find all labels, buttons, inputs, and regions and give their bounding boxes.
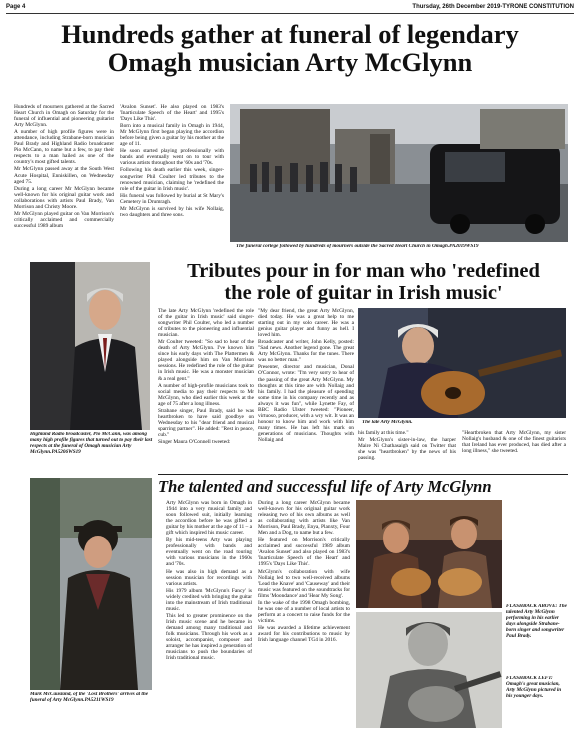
paragraph: Presenter, director and musician, Donal O'Connor, wrote: "I'm very sorry to hear of the passing of the great Arty McGlynn. My thoughts at this time are with Nollaig and his family. I had the pleasure of spending some time in his company recently and as always it was fun", while Lynette Fay, of BBC Radio Ulster tweeted: "Pioneer, virtuoso, producer, with a wry wit. It was an honour to know him and work with him many times. He has left his mark on generations of musicians. Thoughts with Nollaig and [258,364,354,443]
paragraph: The late Arty McGlynn 'redefined the role of the guitar in Irish music' said singer-songwriter Phil Coulter, who led a number of tributes to the pioneering and influential musician. [158,308,254,339]
paragraph: Singer Maura O'Connell tweeted: [158,438,231,445]
flashback-above-caption: FLASHBACK ABOVE: The talented Arty McGlynn performing in his earlier days alongside Strabane-born singer and songwriter Paul Brady. [506,604,567,639]
mark-mccausland-photo [30,478,152,690]
paragraph: 'Avalon Sunset'. He also played on 1983's 'Inarticulate Speech of the Heart' and 1995's 'Days Like This'. [120,104,224,123]
paragraph: He was also in high demand as a session musician for recordings with various artists. [166,568,252,587]
pio-mccann-photo [30,262,150,430]
paragraph: A number of high profile figures were in attendance, including Strabane-born musician Paul Brady and Highland Radio broadcaster Pio McCann, to name but a few, to pay their respects to a man hailed as one of the country's most gifted talents. [14,129,114,166]
paragraph: "My dear friend, the great Arty McGlynn, died today. He was a great help to me starting out in my solo career. He was a genius guitar player and funny as hell. I loved him. [258,308,354,339]
paragraph: During a long career Mr McGlynn became well-known for his original guitar work and collaborations with artists Paul Brady, Van Morrison and Christy Moore. [14,185,114,210]
life-headline: The talented and successful life of Arty McGlynn [158,477,492,496]
paragraph: Mr Coulter tweeted: "So sad to hear of the death of Arty McGlynn. I've known him since his early days with The Plattermen & played alongside him on Van Morrison sessions. He redefined the role of the guitar in Irish music. He was a monster musician & a real gent." [158,339,254,382]
paragraph: During a long career McGlynn became well-known for his original guitar work releasing two of his own albums as well as collaborating with artists like Van Morrison, Paul Brady, Enya, Planxty, Four Men and a Dog, to name but a few. [258,500,350,537]
page-header [6,4,574,14]
flashback-young-photo [356,612,502,728]
tributes-column-4 [462,430,566,470]
flashback-left-caption: FLASHBACK LEFT: Omagh's great musician, Arty McGlynn pictured in his younger days. [506,676,562,699]
paragraph: his family at this time." [358,430,409,436]
funeral-cortege-photo [230,104,568,242]
dateline: Thursday, 26th December 2019-TYRONE CONSTITUTION [412,4,574,10]
paragraph: This led to greater prominence on the Irish music scene and he became in demand among many traditional and folk musicians. Through his work as a soloist, accompanist, composer and arranger he has inspired a generation of musicians to push the boundaries of Irish traditional music. [166,612,252,662]
paragraph: He soon started playing professionally with bands and eventually went on to tour with various artists throughout the '60s and '70s. [120,148,224,167]
mark-mccausland-caption: Mark McCausland, of the 'Lost Brothers' arrives at the funeral of Arty McGlynn.PA5211WS19 [30,692,149,703]
funeral-photo-caption: The funeral cortege followed by hundreds of mourners outside the Sacred Heart Church in Omagh.PA2019WS19 [236,244,479,249]
paragraph: McGlynn's collaboration with wife Nollaig led to two well-received albums 'Lead the Knave' and 'Causeway' and their music was featured on the soundtracks for films 'Moondance' and 'Hear My Song'. [258,568,350,599]
paragraph: A number of high-profile musicians took to social media to pay their respects to Mr McGlynn, who died earlier this week at the age of 75 after a long illness. [158,382,254,407]
pio-mccann-caption: Highland Radio broadcaster, Pio McCann, was among many high profile figures that turned out to pay their last respects at the funeral of Omagh musician Arty McGlynn.PA5206WS19 [30,432,153,455]
paragraph: Mr McGlynn is survived by his wife Nollaig, two daughters and three sons. [120,205,224,218]
arty-guitar-photo [358,308,566,418]
tributes-headline: Tributes pour in for man who 'redefined the role of guitar in Irish music' [187,260,540,304]
lead-column-2 [120,104,224,256]
paragraph: Hundreds of mourners gathered at the Sacred Heart Church in Omagh on Saturday for the funeral of influential and pioneering guitarist Arty McGlynn. [14,104,114,129]
paragraph: Following his death earlier this week, singer-songwriter Phil Coulter led tributes to the renowned musician, claiming he 'redefined the role of the guitar in Irish music'. [120,167,224,192]
tributes-column-3 [358,430,456,470]
arty-guitar-caption: The late Arty McGlynn. [362,420,413,425]
paragraph: Strabane singer, Paul Brady, said he was heartbroken to have said goodbye on Wednesday to his "dear friend and musical sparring partner". He added: "Rest in peace, cub." [158,407,254,438]
life-column-2 [258,500,350,732]
lead-headline: Hundreds gather at funeral of legendary Omagh musician Arty McGlynn [61,19,519,78]
section-rule [158,474,568,475]
paragraph: By his mid-teens Arty was playing professionally with bands and eventually went on the road touring with various musicians in the 1960s and '70s. [166,537,252,568]
paragraph: His 1979 album 'McGlynn's Fancy' is widely credited with bringing the guitar into the mainstream of Irish traditional music. [166,587,252,612]
lead-column-1 [14,104,114,256]
paragraph: Mr McGlynn played guitar on Van Morrison's critically acclaimed and commercially successful 1989 album [14,210,114,229]
tributes-column-1 [158,308,254,468]
paragraph: His funeral was followed by burial at St Mary's Cemetery in Drumragh. [120,192,224,205]
paragraph: Mr McGlynn passed away at the South West Acute Hospital, Enniskillen, on Wednesday aged 75. [14,166,114,185]
paragraph: He was awarded a lifetime achievement award for his contributions to music by Irish language channel TG4 in 2016. [258,624,350,644]
paragraph: Arty McGlynn was born in Omagh in 1944 into a very musical family and soon followed suit, initially learning the accordion before he was gifted a guitar by his mother at the age of 11 – a gift which inspired his music career. [166,500,252,537]
paragraph: Broadcaster and writer, John Kelly, posted: "Sad news. Another legend gone. The great Arty McGlynn. Thanks for the tunes. There was no better man." [258,339,354,364]
page-number: Page 4 [6,4,26,10]
tributes-column-2 [258,308,354,468]
paragraph: He featured on Morrison's critically acclaimed and successful 1989 album 'Avalon Sunset' and also played on 1983's 'Inarticulate Speech of the Heart' and 1995's 'Days Like This'. [258,537,350,568]
life-column-1 [166,500,252,732]
paragraph: "Heartbroken that Arty McGlynn, my sister Nollaig's husband & one of the finest guitarists that Ireland has ever produced, has died after a long illness," she tweeted. [462,430,566,455]
paragraph: Born into a musical family in Omagh in 1944, Mr McGlynn first began playing the accordion before being given a guitar by his mother at the age of 11. [120,123,224,148]
paragraph: In the wake of the 1998 Omagh bombing, he was one of a number of local artists to perform at a concert to raise funds for the victims. [258,599,350,624]
paragraph: Mr McGlynn's sister-in-law, the harper Maire Ni Chathasaigh said on Twitter that she was "heartbroken" by the news of his passing. [358,437,456,462]
flashback-performing-photo [356,500,502,608]
